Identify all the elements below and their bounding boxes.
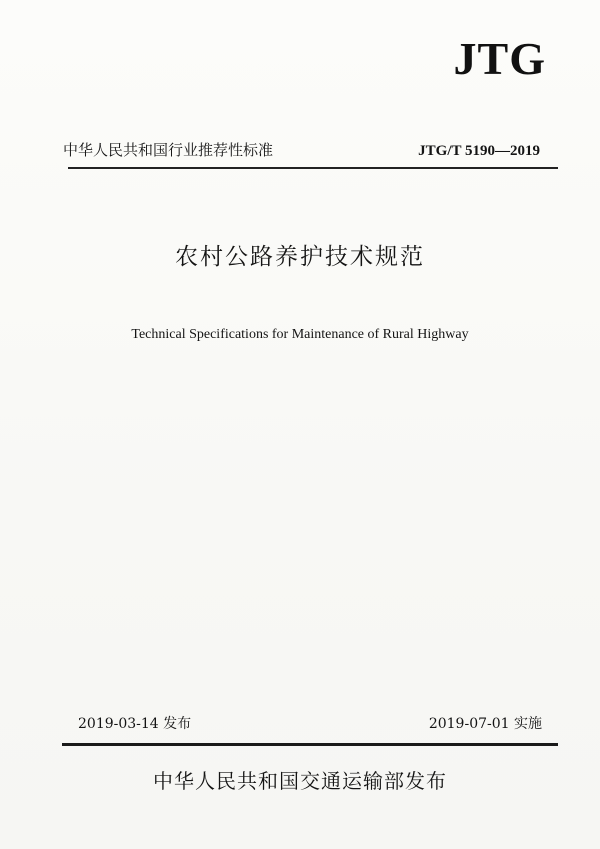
jtg-logo: JTG xyxy=(453,33,546,84)
standard-number: JTG/T 5190—2019 xyxy=(418,143,540,159)
header-divider xyxy=(68,167,558,169)
issue-date: 2019-03-14 发布 xyxy=(78,716,192,732)
document-title-english: Technical Specifications for Maintenance of Rural Highway xyxy=(131,327,469,342)
standard-category: 中华人民共和国行业推荐性标准 xyxy=(63,141,274,159)
footer-divider xyxy=(62,743,558,746)
document-title-chinese: 农村公路养护技术规范 xyxy=(175,244,425,270)
implementation-date: 2019-07-01 实施 xyxy=(428,716,542,732)
publisher: 中华人民共和国交通运输部发布 xyxy=(153,769,447,793)
